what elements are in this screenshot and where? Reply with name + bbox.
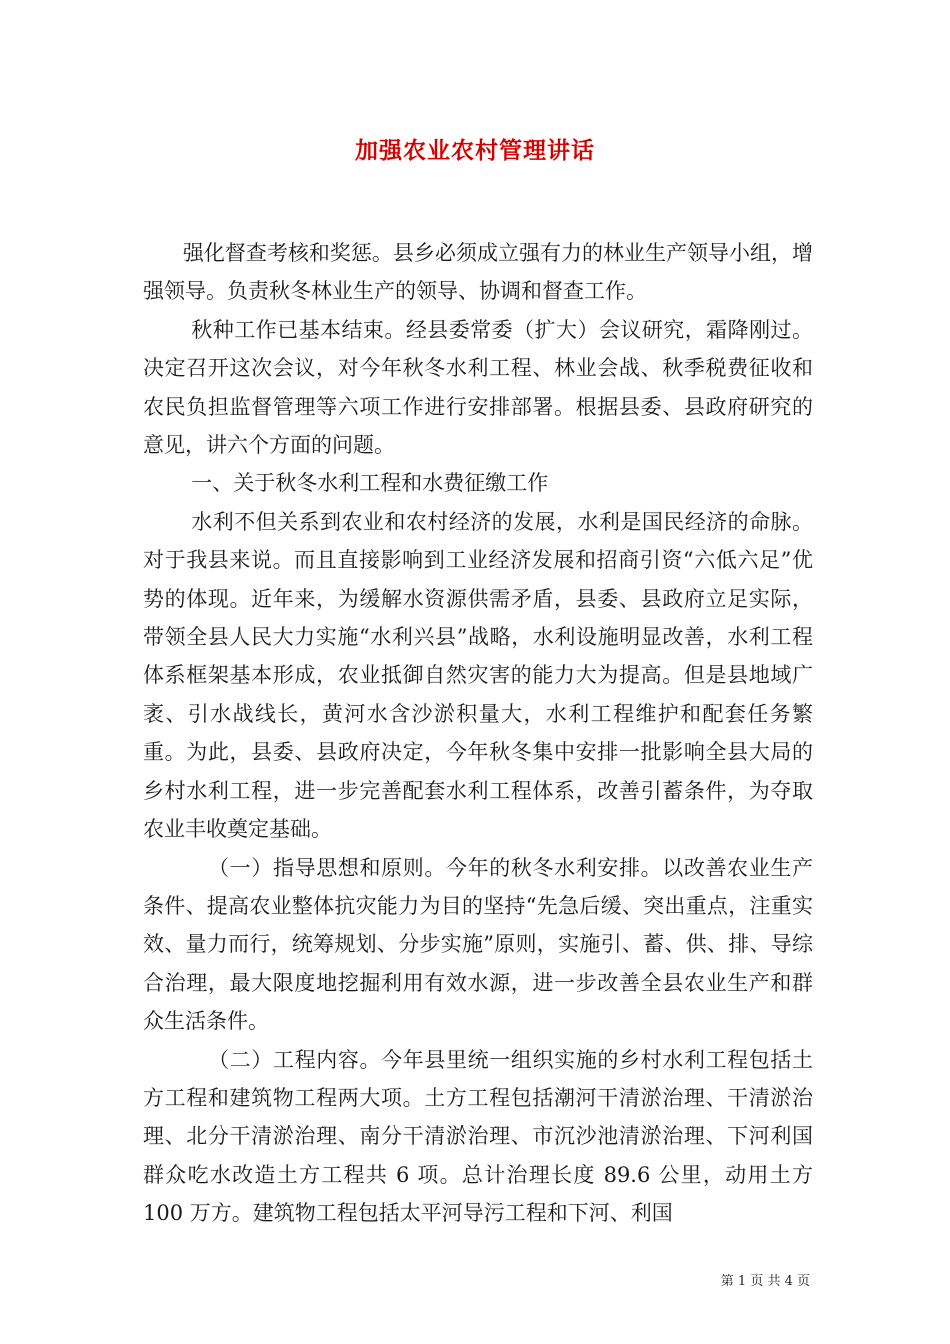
- paragraph-water-importance: 水利不但关系到农业和农村经济的发展，水利是国民经济的命脉。对于我县来说。而且直接影响到工业经济发展和招商引资“六低六足”优势的体现。近年来，为缓解水资源供需矛盾，县委、县政府立足实际，带领全县人民大力实施“水利兴县”战略，水利设施明显改善，水利工程体系框架基本形成，农业抵御自然灾害的能力大为提高。但是县地域广袤、引水战线长，黄河水含沙淤积量大，水利工程维护和配套任务繁重。为此，县委、县政府决定，今年秋冬集中安排一批影响全县大局的乡村水利工程，进一步完善配套水利工程体系，改善引蓄条件，为夺取农业丰收奠定基础。: [143, 509, 813, 842]
- document-body: [143, 234, 813, 1233]
- paragraph-meeting-intro: 秋种工作已基本结束。经县委常委（扩大）会议研究，霜降刚过。决定召开这次会议，对今年秋冬水利工程、林业会战、秋季税费征收和农民负担监督管理等六项工作进行安排部署。根据县委、县政府研究的意见，讲六个方面的问题。: [143, 317, 813, 458]
- paragraph-supervision: 强化督查考核和奖惩。县乡必须成立强有力的林业生产领导小组，增强领导。负责秋冬林业生产的领导、协调和督查工作。: [143, 241, 813, 304]
- paragraph-project-content: （二）工程内容。今年县里统一组织实施的乡村水利工程包括土方工程和建筑物工程两大项。土方工程包括潮河干清淤治理、干清淤治理、北分干清淤治理、南分干清淤治理、市沉沙池清淤治理、下河利国群众吃水改造土方工程共 6 项。总计治理长度 89.6 公里，动用土方 100 万方。建筑物工程包括太平河导污工程和下河、利国: [143, 1047, 813, 1226]
- document-title: 加强农业农村管理讲话: [355, 137, 595, 164]
- paragraph-guiding-principles: （一）指导思想和原则。今年的秋冬水利安排。以改善农业生产条件、提高农业整体抗灾能力为目的坚持“先急后缓、突出重点，注重实效、量力而行，统筹规划、分步实施”原则，实施引、蓄、供、排、导综合治理，最大限度地挖掘利用有效水源，进一步改善全县农业生产和群众生活条件。: [143, 855, 813, 1034]
- page-number: 第 1 页 共 4 页: [720, 1274, 810, 1289]
- section-heading-water-conservancy: 一、关于秋冬水利工程和水费征缴工作: [191, 471, 549, 496]
